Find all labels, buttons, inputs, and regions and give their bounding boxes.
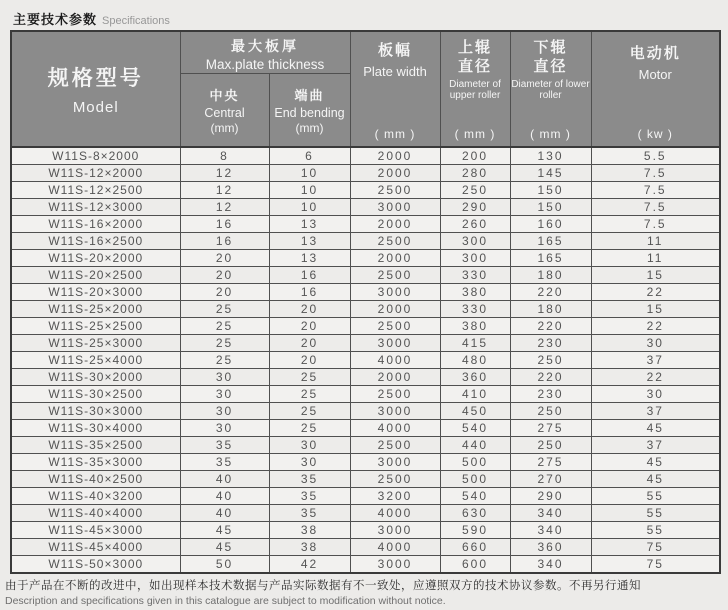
cell-motor: 22 xyxy=(591,284,720,301)
cell-end-bending: 13 xyxy=(269,250,350,267)
cell-plate-width: 3000 xyxy=(350,199,440,216)
table-row xyxy=(11,505,720,522)
cell-motor: 15 xyxy=(591,267,720,284)
cell-end-bending: 20 xyxy=(269,318,350,335)
cell-end-bending: 13 xyxy=(269,216,350,233)
cell-motor: 75 xyxy=(591,556,720,574)
cell-end-bending: 25 xyxy=(269,369,350,386)
cell-lower-roller: 220 xyxy=(510,284,591,301)
cell-end-bending: 42 xyxy=(269,556,350,574)
cell-end-bending: 6 xyxy=(269,147,350,165)
cell-end-bending: 20 xyxy=(269,301,350,318)
cell-motor: 7.5 xyxy=(591,199,720,216)
central-label-en: Central xyxy=(204,105,245,120)
cell-lower-roller: 250 xyxy=(510,403,591,420)
cell-lower-roller: 180 xyxy=(510,301,591,318)
cell-motor: 7.5 xyxy=(591,182,720,199)
central-label-zh: 中央 xyxy=(209,87,240,103)
cell-upper-roller: 300 xyxy=(440,250,510,267)
cell-upper-roller: 440 xyxy=(440,437,510,454)
model-label-zh: 规格型号 xyxy=(47,67,144,90)
table-row xyxy=(11,539,720,556)
cell-central: 20 xyxy=(180,250,269,267)
cell-upper-roller: 500 xyxy=(440,454,510,471)
cell-plate-width: 4000 xyxy=(350,352,440,369)
cell-upper-roller: 380 xyxy=(440,284,510,301)
cell-upper-roller: 660 xyxy=(440,539,510,556)
cell-upper-roller: 360 xyxy=(440,369,510,386)
model-label-en: Model xyxy=(72,99,119,116)
lower-roller-label-en: Diameter of lower roller xyxy=(511,78,590,101)
cell-model: W11S-20×2000 xyxy=(11,250,180,267)
cell-model: W11S-40×2500 xyxy=(11,471,180,488)
cell-central: 25 xyxy=(180,335,269,352)
cell-central: 30 xyxy=(180,386,269,403)
cell-model: W11S-8×2000 xyxy=(11,147,180,165)
col-header-max-thickness xyxy=(180,31,350,73)
cell-end-bending: 30 xyxy=(269,437,350,454)
cell-upper-roller: 600 xyxy=(440,556,510,574)
table-row xyxy=(11,335,720,352)
cell-end-bending: 25 xyxy=(269,403,350,420)
cell-model: W11S-25×2000 xyxy=(11,301,180,318)
cell-end-bending: 35 xyxy=(269,471,350,488)
lower-roller-label-zh: 下辊直径 xyxy=(533,39,568,75)
cell-upper-roller: 480 xyxy=(440,352,510,369)
cell-motor: 55 xyxy=(591,488,720,505)
cell-plate-width: 2000 xyxy=(350,216,440,233)
cell-plate-width: 4000 xyxy=(350,539,440,556)
cell-lower-roller: 250 xyxy=(510,352,591,369)
cell-motor: 5.5 xyxy=(591,147,720,165)
cell-lower-roller: 275 xyxy=(510,454,591,471)
cell-motor: 45 xyxy=(591,420,720,437)
upper-roller-unit: ( mm ) xyxy=(454,127,496,141)
cell-model: W11S-25×2500 xyxy=(11,318,180,335)
cell-central: 16 xyxy=(180,216,269,233)
cell-upper-roller: 630 xyxy=(440,505,510,522)
cell-plate-width: 2500 xyxy=(350,471,440,488)
footer-note-zh: 由于产品在不断的改进中，如出现样本技术数据与产品实际数据有不一致处，应遵照双方的技术协议参数。不再另行通知 xyxy=(5,580,641,592)
table-row xyxy=(11,182,720,199)
cell-end-bending: 16 xyxy=(269,284,350,301)
cell-model: W11S-25×3000 xyxy=(11,335,180,352)
cell-model: W11S-45×4000 xyxy=(11,539,180,556)
cell-central: 25 xyxy=(180,352,269,369)
cell-central: 45 xyxy=(180,539,269,556)
cell-model: W11S-30×4000 xyxy=(11,420,180,437)
cell-plate-width: 2500 xyxy=(350,437,440,454)
cell-lower-roller: 220 xyxy=(510,369,591,386)
cell-end-bending: 30 xyxy=(269,454,350,471)
cell-central: 20 xyxy=(180,267,269,284)
cell-lower-roller: 130 xyxy=(510,147,591,165)
cell-plate-width: 2500 xyxy=(350,386,440,403)
end-bending-label-en: End bending xyxy=(274,105,345,120)
cell-upper-roller: 330 xyxy=(440,267,510,284)
motor-label-zh: 电动机 xyxy=(629,45,681,62)
plate-width-unit: ( mm ) xyxy=(374,127,416,141)
cell-upper-roller: 380 xyxy=(440,318,510,335)
cell-central: 12 xyxy=(180,199,269,216)
table-row xyxy=(11,147,720,165)
table-row xyxy=(11,216,720,233)
upper-roller-label-en: Diameter of upper roller xyxy=(449,78,501,101)
cell-plate-width: 2500 xyxy=(350,233,440,250)
max-thickness-label-en: Max.plate thickness xyxy=(205,56,325,72)
table-row xyxy=(11,386,720,403)
cell-end-bending: 13 xyxy=(269,233,350,250)
cell-motor: 15 xyxy=(591,301,720,318)
cell-plate-width: 3000 xyxy=(350,556,440,574)
table-row xyxy=(11,522,720,539)
cell-lower-roller: 340 xyxy=(510,556,591,574)
col-header-motor xyxy=(591,31,720,147)
cell-upper-roller: 450 xyxy=(440,403,510,420)
cell-plate-width: 2000 xyxy=(350,147,440,165)
page-title xyxy=(13,9,170,29)
central-unit: (mm) xyxy=(210,120,239,135)
cell-upper-roller: 250 xyxy=(440,182,510,199)
cell-motor: 22 xyxy=(591,369,720,386)
cell-lower-roller: 220 xyxy=(510,318,591,335)
cell-motor: 55 xyxy=(591,505,720,522)
cell-upper-roller: 300 xyxy=(440,233,510,250)
cell-end-bending: 35 xyxy=(269,505,350,522)
cell-central: 8 xyxy=(180,147,269,165)
footer-note-en: Description and specifications given in this catalogue are subject to modification without notice. xyxy=(5,595,446,607)
cell-end-bending: 10 xyxy=(269,165,350,182)
cell-model: W11S-30×2000 xyxy=(11,369,180,386)
motor-unit: ( kw ) xyxy=(637,127,673,141)
table-row xyxy=(11,352,720,369)
cell-central: 20 xyxy=(180,284,269,301)
page-title-en: Specifications xyxy=(102,15,170,27)
cell-end-bending: 10 xyxy=(269,199,350,216)
cell-model: W11S-30×2500 xyxy=(11,386,180,403)
cell-motor: 11 xyxy=(591,233,720,250)
cell-model: W11S-16×2500 xyxy=(11,233,180,250)
cell-end-bending: 16 xyxy=(269,267,350,284)
cell-model: W11S-45×3000 xyxy=(11,522,180,539)
cell-motor: 7.5 xyxy=(591,216,720,233)
cell-upper-roller: 260 xyxy=(440,216,510,233)
table-row xyxy=(11,233,720,250)
cell-plate-width: 2000 xyxy=(350,301,440,318)
cell-end-bending: 35 xyxy=(269,488,350,505)
table-row xyxy=(11,301,720,318)
upper-roller-label-zh: 上辊直径 xyxy=(457,39,492,75)
cell-plate-width: 3000 xyxy=(350,403,440,420)
plate-width-label-en: Plate width xyxy=(363,63,427,79)
cell-end-bending: 20 xyxy=(269,335,350,352)
col-header-central xyxy=(180,73,269,147)
table-row xyxy=(11,488,720,505)
col-header-lower-roller xyxy=(510,31,591,147)
cell-upper-roller: 590 xyxy=(440,522,510,539)
cell-motor: 37 xyxy=(591,437,720,454)
cell-central: 40 xyxy=(180,505,269,522)
cell-upper-roller: 540 xyxy=(440,420,510,437)
cell-motor: 45 xyxy=(591,471,720,488)
cell-motor: 30 xyxy=(591,386,720,403)
motor-label-en: Motor xyxy=(638,66,672,82)
cell-plate-width: 4000 xyxy=(350,505,440,522)
cell-motor: 30 xyxy=(591,335,720,352)
cell-model: W11S-20×2500 xyxy=(11,267,180,284)
cell-lower-roller: 180 xyxy=(510,267,591,284)
cell-plate-width: 3200 xyxy=(350,488,440,505)
cell-central: 25 xyxy=(180,301,269,318)
cell-lower-roller: 230 xyxy=(510,386,591,403)
table-row xyxy=(11,420,720,437)
cell-central: 16 xyxy=(180,233,269,250)
cell-plate-width: 3000 xyxy=(350,284,440,301)
cell-central: 50 xyxy=(180,556,269,574)
plate-width-label-zh: 板幅 xyxy=(377,42,412,59)
cell-upper-roller: 410 xyxy=(440,386,510,403)
cell-upper-roller: 200 xyxy=(440,147,510,165)
cell-motor: 55 xyxy=(591,522,720,539)
cell-lower-roller: 360 xyxy=(510,539,591,556)
table-row xyxy=(11,369,720,386)
cell-upper-roller: 280 xyxy=(440,165,510,182)
cell-end-bending: 25 xyxy=(269,420,350,437)
cell-central: 40 xyxy=(180,488,269,505)
table-row xyxy=(11,556,720,574)
cell-central: 30 xyxy=(180,420,269,437)
cell-model: W11S-50×3000 xyxy=(11,556,180,574)
cell-lower-roller: 150 xyxy=(510,182,591,199)
footer-note xyxy=(5,577,725,607)
cell-central: 12 xyxy=(180,165,269,182)
table-row xyxy=(11,199,720,216)
cell-lower-roller: 290 xyxy=(510,488,591,505)
table-row xyxy=(11,267,720,284)
end-bending-label-zh: 端曲 xyxy=(294,87,325,103)
cell-lower-roller: 150 xyxy=(510,199,591,216)
cell-lower-roller: 340 xyxy=(510,505,591,522)
cell-motor: 22 xyxy=(591,318,720,335)
cell-plate-width: 2500 xyxy=(350,318,440,335)
cell-lower-roller: 250 xyxy=(510,437,591,454)
cell-model: W11S-35×3000 xyxy=(11,454,180,471)
cell-lower-roller: 270 xyxy=(510,471,591,488)
cell-model: W11S-40×3200 xyxy=(11,488,180,505)
cell-motor: 11 xyxy=(591,250,720,267)
cell-plate-width: 3000 xyxy=(350,522,440,539)
cell-central: 35 xyxy=(180,454,269,471)
cell-central: 12 xyxy=(180,182,269,199)
cell-end-bending: 38 xyxy=(269,522,350,539)
cell-plate-width: 4000 xyxy=(350,420,440,437)
cell-plate-width: 2500 xyxy=(350,267,440,284)
max-thickness-label-zh: 最大板厚 xyxy=(231,37,299,54)
cell-central: 30 xyxy=(180,369,269,386)
cell-model: W11S-20×3000 xyxy=(11,284,180,301)
lower-roller-unit: ( mm ) xyxy=(530,127,571,141)
cell-lower-roller: 165 xyxy=(510,250,591,267)
table-row xyxy=(11,318,720,335)
cell-lower-roller: 145 xyxy=(510,165,591,182)
cell-lower-roller: 165 xyxy=(510,233,591,250)
col-header-plate-width xyxy=(350,31,440,147)
cell-plate-width: 3000 xyxy=(350,335,440,352)
cell-model: W11S-12×2500 xyxy=(11,182,180,199)
cell-motor: 7.5 xyxy=(591,165,720,182)
cell-model: W11S-30×3000 xyxy=(11,403,180,420)
cell-lower-roller: 230 xyxy=(510,335,591,352)
cell-lower-roller: 160 xyxy=(510,216,591,233)
cell-model: W11S-25×4000 xyxy=(11,352,180,369)
cell-end-bending: 10 xyxy=(269,182,350,199)
cell-model: W11S-40×4000 xyxy=(11,505,180,522)
cell-model: W11S-12×2000 xyxy=(11,165,180,182)
table-row xyxy=(11,250,720,267)
cell-plate-width: 3000 xyxy=(350,454,440,471)
cell-plate-width: 2000 xyxy=(350,250,440,267)
cell-motor: 75 xyxy=(591,539,720,556)
col-header-upper-roller xyxy=(440,31,510,147)
cell-end-bending: 38 xyxy=(269,539,350,556)
cell-upper-roller: 540 xyxy=(440,488,510,505)
cell-motor: 37 xyxy=(591,403,720,420)
cell-upper-roller: 415 xyxy=(440,335,510,352)
table-row xyxy=(11,471,720,488)
cell-central: 45 xyxy=(180,522,269,539)
specs-table-body xyxy=(11,147,720,573)
cell-end-bending: 20 xyxy=(269,352,350,369)
page-title-zh: 主要技术参数 xyxy=(13,12,98,27)
cell-upper-roller: 500 xyxy=(440,471,510,488)
cell-model: W11S-12×3000 xyxy=(11,199,180,216)
cell-central: 30 xyxy=(180,403,269,420)
cell-motor: 37 xyxy=(591,352,720,369)
specs-table-header xyxy=(11,31,720,147)
cell-end-bending: 25 xyxy=(269,386,350,403)
cell-plate-width: 2000 xyxy=(350,165,440,182)
col-header-end-bending xyxy=(269,73,350,147)
cell-central: 35 xyxy=(180,437,269,454)
cell-upper-roller: 290 xyxy=(440,199,510,216)
cell-plate-width: 2500 xyxy=(350,182,440,199)
end-bending-unit: (mm) xyxy=(295,120,324,135)
cell-model: W11S-35×2500 xyxy=(11,437,180,454)
cell-lower-roller: 340 xyxy=(510,522,591,539)
cell-upper-roller: 330 xyxy=(440,301,510,318)
table-row xyxy=(11,165,720,182)
table-row xyxy=(11,437,720,454)
table-row xyxy=(11,454,720,471)
col-header-model xyxy=(11,31,180,147)
cell-motor: 45 xyxy=(591,454,720,471)
cell-lower-roller: 275 xyxy=(510,420,591,437)
cell-central: 25 xyxy=(180,318,269,335)
cell-model: W11S-16×2000 xyxy=(11,216,180,233)
specs-table xyxy=(10,30,721,574)
cell-central: 40 xyxy=(180,471,269,488)
table-row xyxy=(11,403,720,420)
table-row xyxy=(11,284,720,301)
cell-plate-width: 2000 xyxy=(350,369,440,386)
